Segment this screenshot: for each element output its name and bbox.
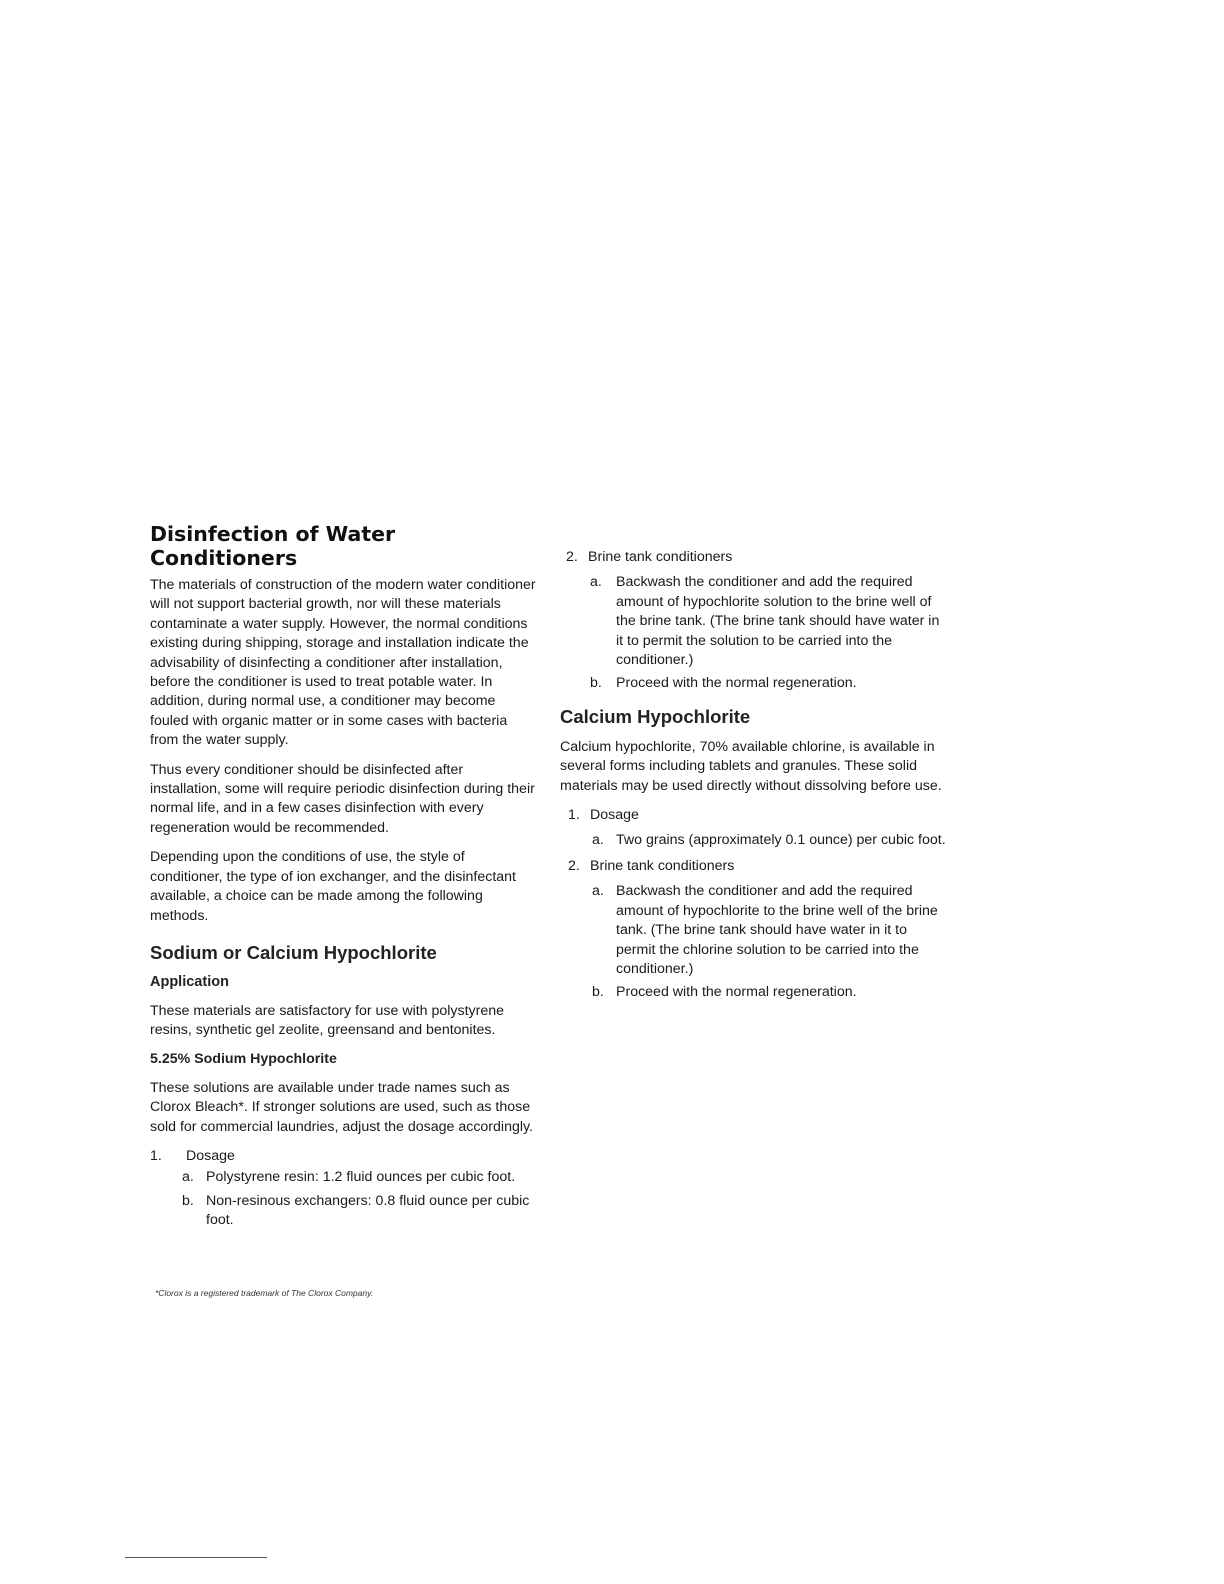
list-subitem-text: Backwash the conditioner and add the required amount of hypochlorite to the brine well of the brine tank. (The brine tank should have water in it to permit the chlorine solution to be carried into the conditioner.): [616, 883, 938, 977]
application-paragraph: These materials are satisfactory for use with polystyrene resins, synthetic gel zeolite, greensand and bentonites.: [150, 1002, 505, 1039]
list-subitem: [560, 882, 950, 979]
list-item: [560, 806, 950, 825]
list-subitem: [560, 831, 950, 850]
list-item-text: Dosage: [590, 807, 639, 824]
list-subitem: [560, 983, 950, 1002]
list-item: [150, 1147, 536, 1166]
left-column: [150, 522, 536, 1235]
sodium-hypochlorite-paragraph: These solutions are available under trade names such as Clorox Bleach*. If stronger solutions are used, such as those sold for commercial laundries, adjust the dosage accordingly.: [150, 1079, 533, 1135]
list-item: [560, 548, 950, 567]
list-marker: 2.: [568, 857, 580, 874]
list-subitem-text: Backwash the conditioner and add the required amount of hypochlorite solution to the brine well of the brine tank. (The brine tank should have water in it to permit the solution to be carried into the conditioner.): [616, 574, 940, 669]
calcium-hypochlorite-paragraph: Calcium hypochlorite, 70% available chlorine, is available in several forms including tablets and granules. These solid materials may be used directly without dissolving before use.: [560, 738, 942, 794]
page-title: Disinfection of Water Conditioners: [150, 522, 396, 570]
list-subitem: [560, 573, 950, 670]
sodium-hypochlorite-heading: 5.25% Sodium Hypochlorite: [150, 1050, 337, 1067]
list-item-text: Brine tank conditioners: [590, 857, 735, 874]
list-subitem-text: Proceed with the normal regeneration.: [616, 984, 857, 1001]
list-marker: a.: [592, 832, 604, 849]
list-marker: a.: [592, 883, 604, 900]
list-subitem-text: Non-resinous exchangers: 0.8 fluid ounce per cubic foot.: [206, 1192, 530, 1229]
list-subitem: [150, 1168, 536, 1187]
calcium-hypochlorite-heading: Calcium Hypochlorite: [560, 705, 751, 727]
list-marker: b.: [182, 1192, 194, 1209]
bottom-rule: [125, 1557, 267, 1558]
list-subitem-text: Polystyrene resin: 1.2 fluid ounces per cubic foot.: [206, 1169, 516, 1186]
list-subitem-text: Two grains (approximately 0.1 ounce) per cubic foot.: [616, 832, 946, 849]
right-column: [560, 548, 950, 1007]
list-marker: a.: [590, 574, 602, 591]
intro-paragraph: The materials of construction of the modern water conditioner will not support bacterial growth, nor will these materials contaminate a water supply. However, the normal conditions existing during shipping, storage and installation indicate the advisability of disinfecting a conditioner after installation, before the conditioner is used to treat potable water. In addition, during normal use, a conditioner may become fouled with organic matter or in some cases with bacteria from the water supply.: [150, 577, 536, 749]
disinfection-frequency-paragraph: Thus every conditioner should be disinfected after installation, some will require periodic disinfection during their normal life, and in a few cases disinfection with every regeneration would be recommended.: [150, 761, 535, 836]
list-subitem-text: Proceed with the normal regeneration.: [616, 675, 857, 692]
list-marker: 1.: [150, 1147, 162, 1164]
sodium-calcium-heading: Sodium or Calcium Hypochlorite: [150, 941, 437, 963]
list-marker: b.: [592, 984, 604, 1001]
list-marker: a.: [182, 1169, 194, 1186]
method-choice-paragraph: Depending upon the conditions of use, the style of conditioner, the type of ion exchanger, and the disinfectant available, a choice can be made among the following methods.: [150, 849, 516, 924]
list-item-text: Dosage: [186, 1147, 235, 1164]
list-marker: 2.: [566, 549, 578, 565]
list-item-text: Brine tank conditioners: [588, 549, 733, 565]
list-marker: 1.: [568, 807, 580, 824]
list-item: [560, 857, 950, 876]
list-subitem: [560, 674, 950, 693]
list-subitem: [150, 1192, 536, 1231]
list-marker: b.: [590, 675, 602, 692]
application-heading: Application: [150, 973, 229, 990]
footnote: *Clorox is a registered trademark of The Clorox Company.: [155, 1288, 374, 1298]
